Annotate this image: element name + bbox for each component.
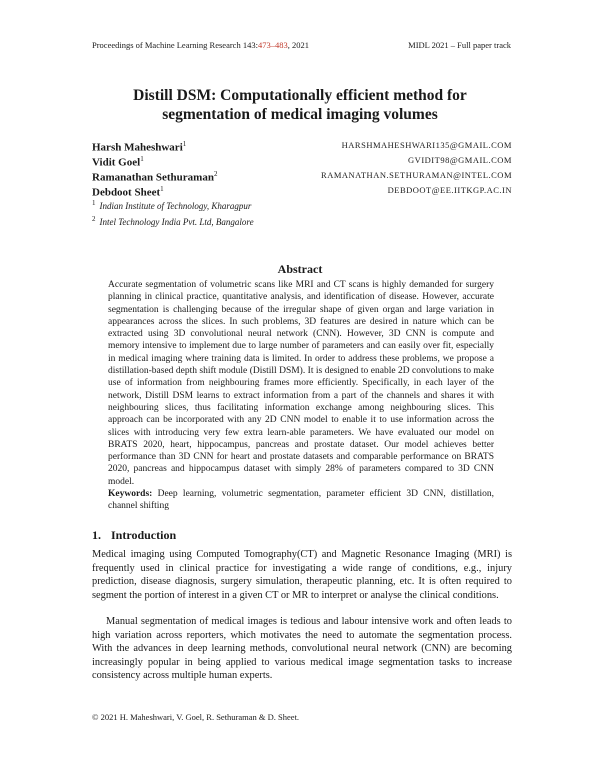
author-row <box>92 170 512 185</box>
author-email[interactable]: RAMANATHAN.SETHURAMAN@INTEL.COM <box>321 170 512 180</box>
affiliations <box>92 197 254 229</box>
title-line-1: Distill DSM: Computationally efficient method for <box>133 87 467 104</box>
running-header-left <box>92 40 309 50</box>
affiliation-2: $^2$ Intel Technology India Pvt. Ltd, Bangalore <box>92 215 254 227</box>
paragraph: Medical imaging using Computed Tomography(CT) and Magnetic Resonance Imaging (MRI) is frequently used in clinical practice for investigating a wide range of conditions, e.g., injury prediction, disease diagnosis, surgery simulation, therapeutic planning, etc. It is often required to segment the portion of interest in a given CT or MR to interpret or analyse the clinical conditions. <box>92 549 512 601</box>
keywords <box>108 488 494 513</box>
author-email[interactable]: HARSHMAHESHWARI135@GMAIL.COM <box>341 140 512 150</box>
author-list <box>92 140 512 200</box>
author-row <box>92 155 512 170</box>
author-name: Vidit Goel$^1$ <box>92 155 144 169</box>
author-name: Harsh Maheshwari$^1$ <box>92 140 187 154</box>
page-range-link[interactable]: 473–483 <box>257 40 288 50</box>
journal-name: Proceedings of Machine Learning Research 143: <box>92 40 258 50</box>
author-name: Ramanathan Sethuraman$^2$ <box>92 170 218 184</box>
author-name: Debdoot Sheet$^1$ <box>92 185 164 199</box>
section-heading <box>92 528 176 543</box>
copyright-footer: © 2021 H. Maheshwari, V. Goel, R. Sethuraman & D. Sheet. <box>92 712 300 722</box>
title-line-2: segmentation of medical imaging volumes <box>162 106 438 123</box>
section-title: Introduction <box>111 528 177 542</box>
running-header-right: MIDL 2021 – Full paper track <box>408 40 511 50</box>
paragraph: Manual segmentation of medical images is tedious and labour intensive work and often leads to high variation across reporters, which motivates the need to automate the segmentation process. With the advances in deep learning methods, convolutional neural network (CNN) are becoming increasingly popular in being applied to various medical image segmentation tasks to increase consistency across multiple human experts. <box>92 616 512 682</box>
keywords-label: Keywords: <box>108 489 153 499</box>
keywords-list: Deep learning, volumetric segmentation, parameter efficient 3D CNN, distillation, channel shifting <box>108 489 495 512</box>
journal-year: , 2021 <box>287 40 309 50</box>
author-email[interactable]: GVIDIT98@GMAIL.COM <box>408 155 512 165</box>
affiliation-1: $^1$ Indian Institute of Technology, Kharagpur <box>92 199 252 211</box>
abstract-text: Accurate segmentation of volumetric scans like MRI and CT scans is highly demanded for surgery planning in clinical practice, quantitative analysis, and identification of disease. However, accurate segmentation is challenging because of the irregular shape of given organ and large variation in appearances across the slices. In such problems, 3D features are desired in nature which can be extracted using 3D convolutional neural network (CNN). However, 3D CNN is compute and memory intensive to implement due to large number of parameters and can easily over fit, especially in medical imaging where training data is limited. In order to address these problems, we propose a distillation-based depth shift module (Distill DSM). It is designed to enable 2D convolutions to make use of information from neighbouring frames more efficiently. Specifically, in each layer of the network, Distill DSM learns to extract information from a part of the channels and shares it with neighbouring slices, thus facilitating information exchange among neighbouring slices. This approach can be incorporated with any 2D CNN model to enable it to use information across the slices with introducing very few extra learn-able parameters. We have evaluated our model on BRATS 2020, heart, hippocampus, pancreas and prostate dataset. Our model achieves better performance than 3D CNN for heart and prostate datasets and comparable performance on BRATS 2020, pancreas and hippocampus dataset with simply 28% of parameters compared to 3D CNN model. <box>108 280 494 487</box>
author-row <box>92 140 512 155</box>
abstract-heading: Abstract <box>277 262 323 276</box>
author-email[interactable]: DEBDOOT@EE.IITKGP.AC.IN <box>387 185 512 195</box>
section-number: 1. <box>92 528 101 542</box>
paper-title <box>60 86 540 124</box>
